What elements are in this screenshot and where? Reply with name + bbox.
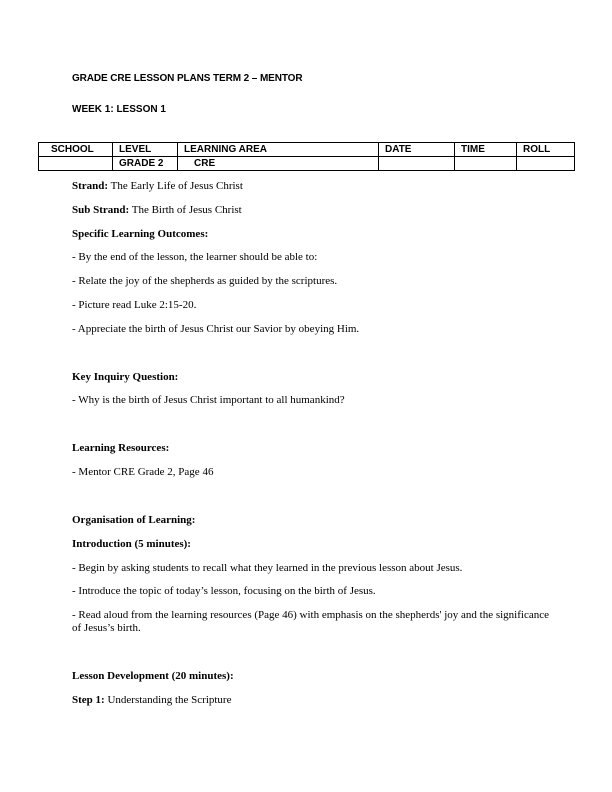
sub-strand-label: Sub Strand: bbox=[72, 204, 130, 216]
inquiry-heading: Key Inquiry Question: bbox=[72, 371, 179, 383]
table-header-cell: LEARNING AREA bbox=[178, 143, 379, 157]
lesson-info-table bbox=[38, 142, 575, 171]
table-cell bbox=[455, 157, 517, 171]
strand-value: The Early Life of Jesus Christ bbox=[108, 180, 243, 192]
strand-line bbox=[72, 180, 552, 193]
organisation-heading: Organisation of Learning: bbox=[72, 514, 196, 526]
list-item: - Appreciate the birth of Jesus Christ our Savior by obeying Him. bbox=[72, 323, 360, 335]
sub-strand-value: The Birth of Jesus Christ bbox=[129, 204, 242, 216]
table-header-cell: DATE bbox=[379, 143, 455, 157]
list-item: - Picture read Luke 2:15-20. bbox=[72, 299, 197, 311]
list-item: - Read aloud from the learning resources (Page 46) with emphasis on the shepherds' joy and the significance of Jesus’s birth. bbox=[72, 609, 549, 634]
development-heading: Lesson Development (20 minutes): bbox=[72, 670, 234, 682]
table-cell: GRADE 2 bbox=[113, 157, 178, 171]
list-item: - By the end of the lesson, the learner should be able to: bbox=[72, 251, 318, 263]
list-item: - Mentor CRE Grade 2, Page 46 bbox=[72, 466, 214, 478]
introduction-heading: Introduction (5 minutes): bbox=[72, 538, 191, 550]
sub-strand-line bbox=[72, 204, 552, 217]
table-cell bbox=[379, 157, 455, 171]
table-cell bbox=[517, 157, 575, 171]
list-item: - Relate the joy of the shepherds as guided by the scriptures. bbox=[72, 275, 338, 287]
document-title: GRADE CRE LESSON PLANS TERM 2 – MENTOR bbox=[72, 73, 303, 84]
table-header-cell: TIME bbox=[455, 143, 517, 157]
list-item: - Why is the birth of Jesus Christ important to all humankind? bbox=[72, 394, 345, 406]
step-value: Understanding the Scripture bbox=[104, 694, 232, 706]
list-item: - Begin by asking students to recall what they learned in the previous lesson about Jesus. bbox=[72, 562, 463, 574]
strand-label: Strand: bbox=[72, 180, 109, 192]
table-header-cell: SCHOOL bbox=[39, 143, 113, 157]
step-line bbox=[72, 694, 552, 707]
step-label: Step 1: bbox=[72, 694, 105, 706]
table-header-cell: LEVEL bbox=[113, 143, 178, 157]
table-header-row bbox=[39, 143, 575, 157]
table-row bbox=[39, 157, 575, 171]
table-header-cell: ROLL bbox=[517, 143, 575, 157]
resources-heading: Learning Resources: bbox=[72, 442, 170, 454]
list-item: - Introduce the topic of today’s lesson, focusing on the birth of Jesus. bbox=[72, 585, 376, 597]
table-cell: CRE bbox=[178, 157, 379, 171]
outcomes-heading: Specific Learning Outcomes: bbox=[72, 228, 209, 240]
week-lesson-heading: WEEK 1: LESSON 1 bbox=[72, 104, 166, 115]
table-cell bbox=[39, 157, 113, 171]
